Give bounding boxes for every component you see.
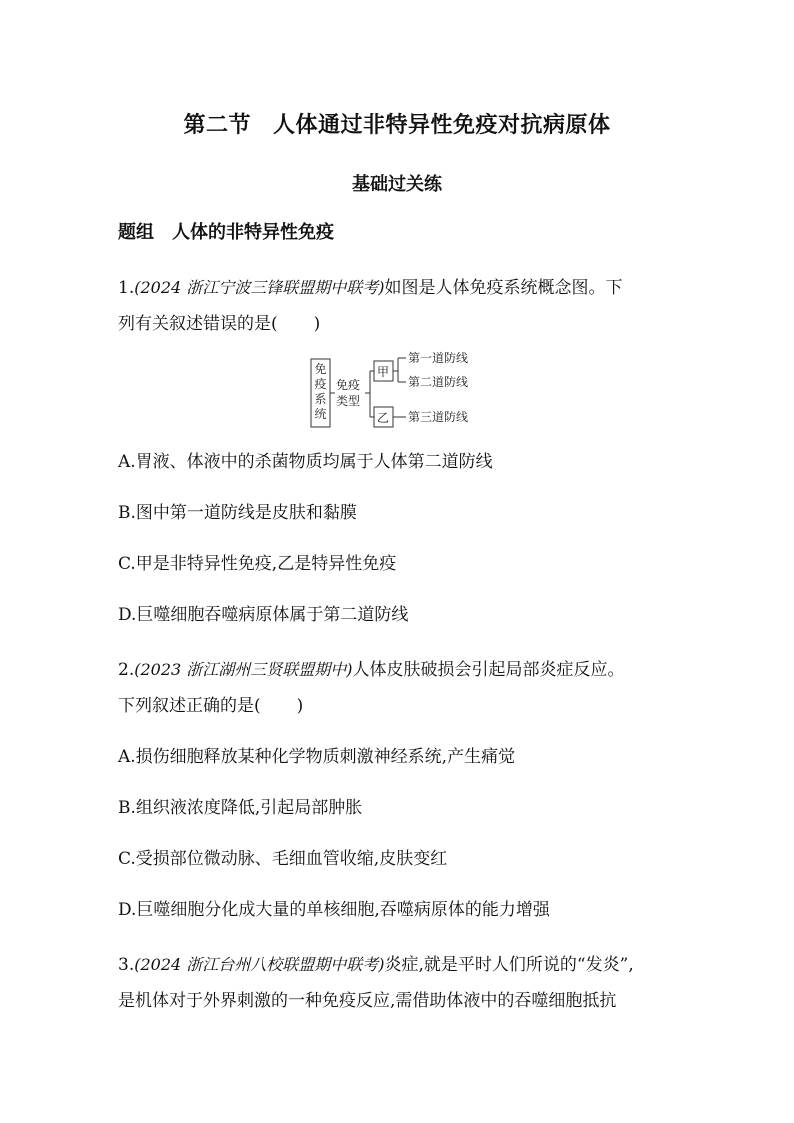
yi-label: 乙 bbox=[377, 411, 390, 425]
q2-option-a: A.损伤细胞释放某种化学物质刺激神经系统,产生痛觉 bbox=[118, 747, 516, 767]
group-topic: 人体的非特异性免疫 bbox=[172, 222, 334, 243]
stem-line: 人体皮肤破损会引起局部炎症反应。 bbox=[352, 660, 625, 680]
root-char: 疫 bbox=[314, 377, 327, 391]
type-label: 免疫 bbox=[336, 378, 361, 392]
q1-option-b: B.图中第一道防线是皮肤和黏膜 bbox=[118, 503, 357, 523]
section-title bbox=[0, 108, 794, 139]
root-char: 统 bbox=[314, 407, 327, 421]
defense-line-1: 第一道防线 bbox=[408, 351, 469, 365]
root-char: 免 bbox=[314, 362, 327, 376]
defense-line-2: 第二道防线 bbox=[408, 375, 469, 389]
stem-line: 炎症,就是平时人们所说的“发炎”, bbox=[384, 955, 634, 975]
q2-option-c: C.受损部位微动脉、毛细血管收缩,皮肤变红 bbox=[118, 849, 448, 869]
q1-option-c: C.甲是非特异性免疫,乙是特异性免疫 bbox=[118, 554, 397, 574]
question-source: (2024 浙江宁波三锋联盟期中联考) bbox=[134, 278, 385, 297]
stem-line: 下列叙述正确的是( bbox=[118, 696, 261, 716]
exercise-subtitle: 基础过关练 bbox=[352, 174, 442, 195]
question-number: 1. bbox=[118, 278, 135, 298]
question-1-stem: 1.(2024 浙江宁波三锋联盟期中联考)如图是人体免疫系统概念图。下 列有关叙述错误的是( ) bbox=[118, 278, 623, 334]
stem-line: 如图是人体免疫系统概念图。下 bbox=[384, 278, 623, 298]
question-source: (2024 浙江台州八校联盟期中联考) bbox=[134, 955, 385, 974]
jia-label: 甲 bbox=[377, 365, 390, 379]
section-heading: 人体通过非特异性免疫对抗病原体 bbox=[273, 113, 611, 138]
question-group-heading bbox=[118, 218, 334, 244]
question-number: 2. bbox=[118, 660, 135, 680]
root-char: 系 bbox=[314, 392, 327, 406]
q2-option-d: D.巨噬细胞分化成大量的单核细胞,吞噬病原体的能力增强 bbox=[118, 900, 550, 920]
q1-option-a: A.胃液、体液中的杀菌物质均属于人体第二道防线 bbox=[118, 452, 493, 472]
question-2-stem: 2.(2023 浙江湖州三贤联盟期中)人体皮肤破损会引起局部炎症反应。 下列叙述正确的是( ) bbox=[118, 660, 625, 716]
q2-option-b: B.组织液浓度降低,引起局部肿胀 bbox=[118, 798, 363, 818]
group-label: 题组 bbox=[118, 222, 154, 243]
question-number: 3. bbox=[118, 955, 135, 975]
question-3-stem bbox=[118, 947, 684, 1019]
stem-line: 是机体对于外界刺激的一种免疫反应,需借助体液中的吞噬细胞抵抗 bbox=[118, 991, 617, 1011]
stem-line: 列有关叙述错误的是( bbox=[118, 314, 278, 334]
section-number: 第二节 bbox=[183, 113, 251, 138]
q1-option-d: D.巨噬细胞吞噬病原体属于第二道防线 bbox=[118, 605, 409, 625]
immune-system-concept-diagram bbox=[310, 349, 490, 431]
question-source: (2023 浙江湖州三贤联盟期中) bbox=[134, 660, 353, 679]
type-label: 类型 bbox=[336, 394, 361, 408]
defense-line-3: 第三道防线 bbox=[408, 410, 469, 424]
